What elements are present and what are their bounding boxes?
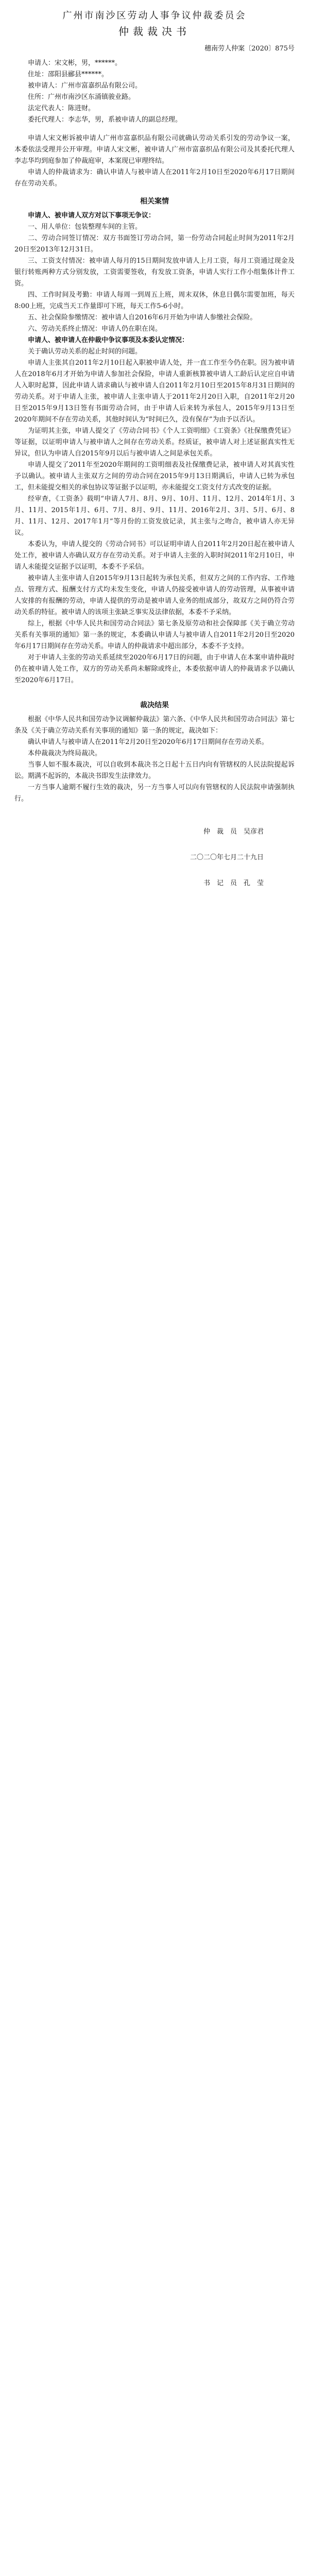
party-line: 被申请人：广州市富嘉织品有限公司。 [28, 82, 142, 90]
disputed-subheading: 申请人、被申请人在仲裁中争议事项及本委认定情况： [28, 336, 189, 344]
disputed-paragraph: 申请人主张其自2011年2月10日起入职被申请人处，并一直工作至今仍在职。因为被申请人在2018年6月才开始为申请人参加社会保险，申请人重新核算被申请人工龄后认定应自申请人入职时起算，因此申请人请求确认与被申请人自2011年2月10日至2015年8月31日期间的劳动关系。对于申请人主张，被申请人主张申请人于2011年2月20日入职，自2011年2月20日至2015年9月13日签有书面劳动合同，由于申请人后来转为承包人，2015年9月13日至2020年期间不存在劳动关系，其他时间认为“时间已久，没有保存”为由予以否认。 [14, 359, 295, 423]
ruling-heading: 裁决结果 [140, 701, 169, 709]
ruling-notice: 当事人如不服本裁决，可以自收到本裁决书之日起十五日内向有管辖权的人民法院提起诉讼。期满不起诉的，本裁决书即发生法律效力。 [14, 761, 295, 780]
arbitrator-signature: 仲 裁 员 吴彦君 [203, 828, 264, 836]
undisputed-item: 三、工资支付情况：被申请人每月的15日期间发放申请人上月工资，每月工资通过现金及银行转账两种方式分别发放，工资需要签收，有发放工资条，申请人实行工作小组集体计件工资。 [14, 257, 295, 287]
ruling-date: 二〇二〇年七月二十九日 [190, 854, 264, 861]
claim-paragraph: 申请人的仲裁请求为：确认申请人与被申请人在2011年2月10日至2020年6月17日期间存在劳动关系。 [14, 168, 295, 188]
issuing-org: 广州市南沙区劳动人事争议仲裁委员会 [62, 10, 247, 21]
disputed-paragraph: 本委认为，申请人提交的《劳动合同书》可以证明申请人自2011年2月20日起在被申请人处工作，被申请人亦确认双方存在劳动关系。对于申请人主张的入职时间2011年2月10日，申请人未能提交证据予以证明，本委不予采信。 [14, 540, 295, 571]
clerk-signature: 书 记 员 孔 莹 [203, 879, 264, 887]
undisputed-subheading: 申请人、被申请人双方对以下事项无争议： [28, 212, 156, 219]
disputed-paragraph: 综上，根据《中华人民共和国劳动合同法》第七条及原劳动和社会保障部《关于确立劳动关系有关事项的通知》第一条的规定，本委确认申请人与被申请人自2011年2月20日至2020年6月17日期间存在劳动关系。申请人的仲裁请求中超出部分，本委不予支持。 [14, 620, 295, 650]
undisputed-item: 六、劳动关系终止情况：申请人仍在职在岗。 [28, 325, 162, 333]
undisputed-item: 五、社会保险参缴情况：被申请人自2016年6月开始为申请人参缴社会保险。 [28, 314, 257, 321]
ruling-final: 本仲裁裁决为终局裁决。 [28, 750, 102, 757]
disputed-paragraph: 关于确认劳动关系的起止时间的问题。 [28, 348, 142, 355]
undisputed-item: 一、用人单位：包装整理车间的主管。 [28, 223, 142, 231]
disputed-paragraph: 经审查，《工资条》载明“申请人7月、8月、9月、10月、11月、12月、2014年1月、3月、11月、2015年1月、6月、7月、8月、9月、11月、2016年2月、3月、5月、6月、8月、11月、12月、2017年1月”等月份的工资发放记录，其主张与之吻合，被申请人亦无异议。 [14, 495, 295, 537]
undisputed-item: 二、劳动合同签订情况：双方书面签订劳动合同，第一份劳动合同起止时间为2011年2月20日至2013年12月31日。 [14, 234, 295, 253]
ruling-notice: 一方当事人逾期不履行生效的裁决，另一方当事人可以向有管辖权的人民法院申请强制执行。 [14, 784, 295, 803]
disputed-paragraph: 对于申请人主张的劳动关系延续至2020年6月17日的问题，由于申请人在本案申请仲裁时仍在被申请人处工作，双方的劳动关系尚未解除或终止，本委依据申请人的仲裁请求予以确认至2020年6月17日。 [14, 654, 295, 684]
parties-block [14, 58, 295, 126]
facts-heading: 相关案情 [140, 197, 169, 206]
ruling-basis: 根据《中华人民共和国劳动争议调解仲裁法》第六条、《中华人民共和国劳动合同法》第七条及《关于确立劳动关系有关事项的通知》第一条的规定，裁决如下： [14, 716, 295, 735]
undisputed-item: 四、工作时间及考勤：申请人每周一到周五上班，周末双休，休息日偶尔需要加班，每天8:00上班，完成当天工作量即可下班，每天工作5-6小时。 [14, 291, 295, 310]
ruling-item: 确认申请人与被申请人在2011年2月20日至2020年6月17日期间存在劳动关系。 [28, 738, 268, 746]
disputed-paragraph: 申请人提交了2011年至2020年期间的工资明细表及社保缴费记录，被申请人对其真实性予以确认。被申请人主张双方之间的劳动合同在2015年9月13日期满后，申请人已转为承包工，但未能提交相关的承包协议等证据予以证明，亦未能提交工资支付方式改变的证据。 [14, 461, 295, 492]
party-line: 住所：广州市南沙区东涌镇骏业路。 [28, 93, 135, 101]
party-line: 住址：邵阳县郦县******。 [28, 71, 109, 78]
party-line: 委托代理人：李志华，男，系被申请人的副总经理。 [28, 116, 182, 124]
intro-paragraph: 申请人宋文彬诉被申请人广州市富嘉织品有限公司就确认劳动关系引发的劳动争议一案，本委依法受理并公开审理。申请人宋文彬，被申请人广州市富嘉织品有限公司及其委托代理人李志华均到庭参加了仲裁庭审，本案现已审理终结。 [14, 134, 295, 165]
disputed-paragraph: 被申请人主张申请人自2015年9月13日起转为承包关系，但双方之间的工作内容、工作地点、管理方式、报酬支付方式均未发生变化，申请人仍接受被申请人的劳动管理，从事被申请人安排的有报酬的劳动，申请人提供的劳动是被申请人业务的组成部分，故双方之间仍符合劳动关系的特征。被申请人的该项主张缺乏事实及法律依据，本委不予采纳。 [14, 574, 295, 616]
disputed-paragraph: 为证明其主张，申请人提交了《劳动合同书》《个人工资明细》《工资条》《社保缴费凭证》等证据，以证明申请人与被申请人之间存在劳动关系。经质证，被申请人对上述证据真实性无异议，但认为申请人自2015年9月以后与被申请人之间是承包关系。 [14, 427, 295, 457]
document-type: 仲裁裁决书 [118, 25, 191, 38]
party-line: 申请人：宋文彬，男，******。 [28, 59, 122, 67]
case-number: 穗南劳人仲案〔2020〕875号 [204, 45, 295, 53]
party-line: 法定代表人：陈进财。 [28, 105, 95, 112]
